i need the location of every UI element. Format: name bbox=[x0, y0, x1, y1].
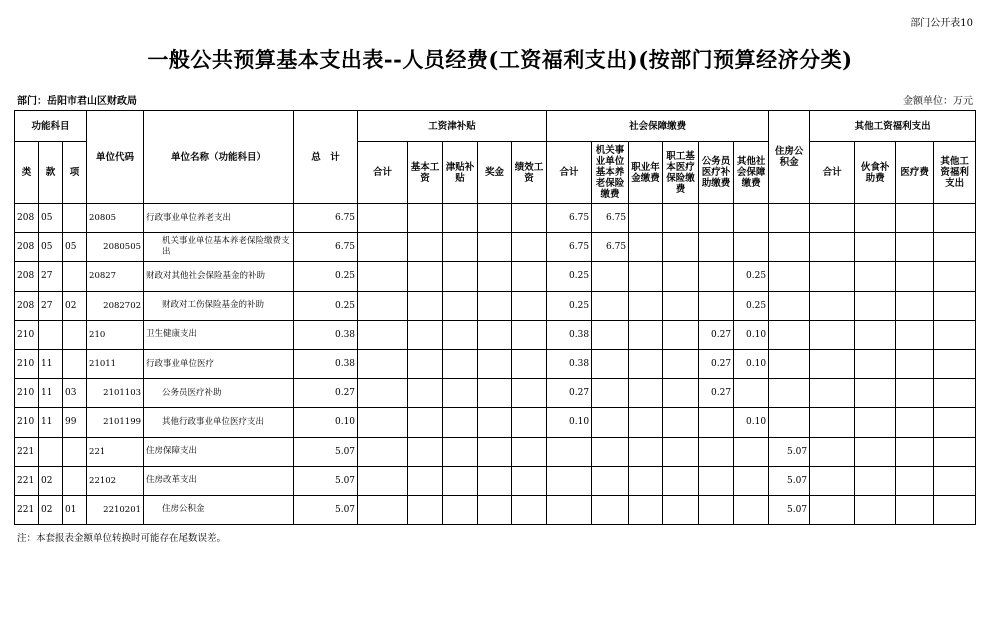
annuity-cell bbox=[629, 437, 663, 466]
other-group-header: 其他工资福利支出 bbox=[810, 111, 976, 142]
performance-wage-cell bbox=[512, 349, 547, 378]
xiang-header: 项 bbox=[63, 142, 87, 204]
other-social-cell bbox=[734, 466, 769, 495]
performance-wage-cell bbox=[512, 408, 547, 437]
wage-total-header: 合计 bbox=[358, 142, 408, 204]
pension-insurance-cell bbox=[592, 349, 629, 378]
total-cell: 0.38 bbox=[294, 349, 358, 378]
total-cell: 0.38 bbox=[294, 320, 358, 349]
other-social-cell bbox=[734, 204, 769, 233]
allowance-cell bbox=[443, 233, 478, 262]
social-total-cell: 0.25 bbox=[547, 262, 592, 291]
unit-name-cell: 财政对其他社会保险基金的补助 bbox=[144, 262, 294, 291]
allowance-cell bbox=[443, 495, 478, 524]
other-welfare-cell bbox=[934, 262, 976, 291]
wage-total-cell bbox=[358, 408, 408, 437]
basic-wage-cell bbox=[408, 495, 443, 524]
civil-medical-subsidy-cell bbox=[699, 262, 734, 291]
allowance-cell bbox=[443, 320, 478, 349]
basic-wage-cell bbox=[408, 466, 443, 495]
wage-total-cell bbox=[358, 466, 408, 495]
meal-subsidy-cell bbox=[855, 466, 896, 495]
unit-code-cell: 2101103 bbox=[87, 379, 144, 408]
table-body bbox=[15, 204, 976, 525]
civil-medical-subsidy-cell bbox=[699, 233, 734, 262]
housing-cell bbox=[769, 408, 810, 437]
pension-insurance-cell bbox=[592, 379, 629, 408]
total-cell: 5.07 bbox=[294, 437, 358, 466]
bonus-cell bbox=[478, 262, 512, 291]
other-welfare-cell bbox=[934, 379, 976, 408]
other-total-cell bbox=[810, 204, 855, 233]
allowance-cell bbox=[443, 349, 478, 378]
lei-cell: 208 bbox=[15, 204, 39, 233]
wage-total-cell bbox=[358, 437, 408, 466]
unit-name-cell: 住房保障支出 bbox=[144, 437, 294, 466]
meal-subsidy-cell bbox=[855, 320, 896, 349]
wage-total-cell bbox=[358, 262, 408, 291]
bonus-cell bbox=[478, 379, 512, 408]
civil-medical-subsidy-cell: 0.27 bbox=[699, 320, 734, 349]
other-total-cell bbox=[810, 466, 855, 495]
meal-subsidy-cell bbox=[855, 233, 896, 262]
total-cell: 0.27 bbox=[294, 379, 358, 408]
social-total-cell: 0.38 bbox=[547, 349, 592, 378]
other-total-cell bbox=[810, 349, 855, 378]
total-cell: 5.07 bbox=[294, 495, 358, 524]
performance-wage-header: 绩效工资 bbox=[512, 142, 547, 204]
housing-cell bbox=[769, 379, 810, 408]
unit-name-cell: 行政事业单位医疗 bbox=[144, 349, 294, 378]
unit-name-cell: 财政对工伤保险基金的补助 bbox=[144, 291, 294, 320]
performance-wage-cell bbox=[512, 233, 547, 262]
medical-fee-cell bbox=[896, 408, 934, 437]
medical-insurance-cell bbox=[663, 495, 699, 524]
civil-medical-subsidy-cell: 0.27 bbox=[699, 379, 734, 408]
civil-medical-subsidy-cell bbox=[699, 495, 734, 524]
bonus-header: 奖金 bbox=[478, 142, 512, 204]
wage-total-cell bbox=[358, 204, 408, 233]
lei-cell: 221 bbox=[15, 437, 39, 466]
civil-medical-subsidy-cell bbox=[699, 408, 734, 437]
kuan-cell: 11 bbox=[39, 379, 63, 408]
wage-total-cell bbox=[358, 495, 408, 524]
medical-insurance-cell bbox=[663, 291, 699, 320]
housing-cell: 5.07 bbox=[769, 466, 810, 495]
medical-insurance-cell bbox=[663, 204, 699, 233]
table-row bbox=[15, 320, 976, 349]
wage-total-cell bbox=[358, 349, 408, 378]
unit-code-cell: 2080505 bbox=[87, 233, 144, 262]
pension-insurance-cell bbox=[592, 437, 629, 466]
other-total-cell bbox=[810, 379, 855, 408]
performance-wage-cell bbox=[512, 437, 547, 466]
other-social-cell bbox=[734, 437, 769, 466]
medical-insurance-header: 职工基本医疗保险缴费 bbox=[663, 142, 699, 204]
medical-insurance-cell bbox=[663, 233, 699, 262]
xiang-cell bbox=[63, 437, 87, 466]
housing-cell bbox=[769, 320, 810, 349]
social-group-header: 社会保障缴费 bbox=[547, 111, 769, 142]
housing-cell bbox=[769, 233, 810, 262]
unit-code-cell: 2101199 bbox=[87, 408, 144, 437]
table-row bbox=[15, 408, 976, 437]
lei-header: 类 bbox=[15, 142, 39, 204]
other-welfare-cell bbox=[934, 408, 976, 437]
kuan-cell: 11 bbox=[39, 349, 63, 378]
bonus-cell bbox=[478, 495, 512, 524]
housing-cell bbox=[769, 349, 810, 378]
wage-total-cell bbox=[358, 291, 408, 320]
medical-fee-cell bbox=[896, 466, 934, 495]
total-header: 总 计 bbox=[294, 111, 358, 204]
basic-wage-cell bbox=[408, 233, 443, 262]
medical-fee-cell bbox=[896, 437, 934, 466]
lei-cell: 208 bbox=[15, 262, 39, 291]
social-total-cell bbox=[547, 437, 592, 466]
annuity-cell bbox=[629, 495, 663, 524]
other-total-cell bbox=[810, 495, 855, 524]
basic-wage-cell bbox=[408, 437, 443, 466]
bonus-cell bbox=[478, 233, 512, 262]
housing-cell bbox=[769, 204, 810, 233]
medical-insurance-cell bbox=[663, 262, 699, 291]
medical-fee-cell bbox=[896, 233, 934, 262]
basic-wage-cell bbox=[408, 262, 443, 291]
xiang-cell: 99 bbox=[63, 408, 87, 437]
xiang-cell bbox=[63, 204, 87, 233]
unit-code-cell: 2082702 bbox=[87, 291, 144, 320]
other-social-cell bbox=[734, 495, 769, 524]
pension-insurance-cell: 6.75 bbox=[592, 204, 629, 233]
lei-cell: 208 bbox=[15, 291, 39, 320]
pension-insurance-cell bbox=[592, 320, 629, 349]
table-row bbox=[15, 349, 976, 378]
xiang-cell bbox=[63, 320, 87, 349]
wage-total-cell bbox=[358, 233, 408, 262]
housing-cell bbox=[769, 291, 810, 320]
housing-cell bbox=[769, 262, 810, 291]
kuan-cell: 02 bbox=[39, 466, 63, 495]
medical-insurance-cell bbox=[663, 379, 699, 408]
table-row bbox=[15, 204, 976, 233]
annuity-cell bbox=[629, 408, 663, 437]
allowance-cell bbox=[443, 291, 478, 320]
wage-total-cell bbox=[358, 379, 408, 408]
unit-name-cell: 机关事业单位基本养老保险缴费支出 bbox=[144, 233, 294, 262]
other-welfare-cell bbox=[934, 466, 976, 495]
unit-name-cell: 住房公积金 bbox=[144, 495, 294, 524]
pension-insurance-cell bbox=[592, 408, 629, 437]
unit-code-cell: 20827 bbox=[87, 262, 144, 291]
medical-fee-header: 医疗费 bbox=[896, 142, 934, 204]
other-welfare-cell bbox=[934, 320, 976, 349]
lei-cell: 221 bbox=[15, 466, 39, 495]
budget-table bbox=[14, 110, 976, 525]
medical-insurance-cell bbox=[663, 320, 699, 349]
other-welfare-cell bbox=[934, 437, 976, 466]
performance-wage-cell bbox=[512, 495, 547, 524]
unit-name-cell: 其他行政事业单位医疗支出 bbox=[144, 408, 294, 437]
civil-medical-subsidy-cell bbox=[699, 466, 734, 495]
kuan-cell bbox=[39, 437, 63, 466]
unit-code-cell: 210 bbox=[87, 320, 144, 349]
medical-fee-cell bbox=[896, 379, 934, 408]
unit-name-cell: 住房改革支出 bbox=[144, 466, 294, 495]
unit-code-header: 单位代码 bbox=[87, 111, 144, 204]
other-social-cell: 0.10 bbox=[734, 349, 769, 378]
medical-insurance-cell bbox=[663, 349, 699, 378]
lei-cell: 210 bbox=[15, 379, 39, 408]
meal-subsidy-header: 伙食补助费 bbox=[855, 142, 896, 204]
basic-wage-cell bbox=[408, 291, 443, 320]
medical-fee-cell bbox=[896, 262, 934, 291]
kuan-cell: 05 bbox=[39, 233, 63, 262]
total-cell: 6.75 bbox=[294, 233, 358, 262]
kuan-cell: 02 bbox=[39, 495, 63, 524]
other-total-cell bbox=[810, 437, 855, 466]
annuity-cell bbox=[629, 320, 663, 349]
bonus-cell bbox=[478, 437, 512, 466]
bonus-cell bbox=[478, 466, 512, 495]
annuity-cell bbox=[629, 349, 663, 378]
allowance-header: 津贴补贴 bbox=[443, 142, 478, 204]
other-social-cell: 0.25 bbox=[734, 291, 769, 320]
other-welfare-cell bbox=[934, 349, 976, 378]
medical-fee-cell bbox=[896, 320, 934, 349]
pension-insurance-cell bbox=[592, 262, 629, 291]
meal-subsidy-cell bbox=[855, 349, 896, 378]
xiang-cell bbox=[63, 466, 87, 495]
civil-medical-subsidy-header: 公务员医疗补助缴费 bbox=[699, 142, 734, 204]
housing-cell: 5.07 bbox=[769, 495, 810, 524]
table-row bbox=[15, 233, 976, 262]
social-total-cell: 0.10 bbox=[547, 408, 592, 437]
func-subject-header: 功能科目 bbox=[15, 111, 87, 142]
table-row bbox=[15, 291, 976, 320]
unit-code-cell: 20805 bbox=[87, 204, 144, 233]
footnote: 注：本套报表金额单位转换时可能存在尾数误差。 bbox=[17, 533, 227, 544]
kuan-cell: 27 bbox=[39, 291, 63, 320]
housing-header: 住房公积金 bbox=[769, 111, 810, 204]
allowance-cell bbox=[443, 408, 478, 437]
wage-total-cell bbox=[358, 320, 408, 349]
pension-insurance-cell bbox=[592, 495, 629, 524]
bonus-cell bbox=[478, 320, 512, 349]
basic-wage-header: 基本工资 bbox=[408, 142, 443, 204]
social-total-cell bbox=[547, 466, 592, 495]
civil-medical-subsidy-cell: 0.27 bbox=[699, 349, 734, 378]
amount-unit-label: 金额单位：万元 bbox=[903, 96, 973, 107]
other-welfare-cell bbox=[934, 233, 976, 262]
unit-name-header: 单位名称（功能科目） bbox=[144, 111, 294, 204]
total-cell: 5.07 bbox=[294, 466, 358, 495]
medical-fee-cell bbox=[896, 204, 934, 233]
xiang-cell: 01 bbox=[63, 495, 87, 524]
basic-wage-cell bbox=[408, 408, 443, 437]
department-label: 部门：岳阳市君山区财政局 bbox=[17, 96, 137, 107]
other-welfare-cell bbox=[934, 204, 976, 233]
total-cell: 6.75 bbox=[294, 204, 358, 233]
table-row bbox=[15, 262, 976, 291]
other-social-cell bbox=[734, 379, 769, 408]
social-total-cell: 0.25 bbox=[547, 291, 592, 320]
other-total-cell bbox=[810, 320, 855, 349]
civil-medical-subsidy-cell bbox=[699, 204, 734, 233]
table-row bbox=[15, 437, 976, 466]
other-welfare-cell bbox=[934, 495, 976, 524]
unit-name-cell: 卫生健康支出 bbox=[144, 320, 294, 349]
pension-insurance-cell: 6.75 bbox=[592, 233, 629, 262]
annuity-cell bbox=[629, 379, 663, 408]
other-total-cell bbox=[810, 291, 855, 320]
table-number-label: 部门公开表10 bbox=[910, 18, 973, 29]
performance-wage-cell bbox=[512, 291, 547, 320]
xiang-cell: 02 bbox=[63, 291, 87, 320]
lei-cell: 210 bbox=[15, 349, 39, 378]
pension-insurance-cell bbox=[592, 466, 629, 495]
unit-code-cell: 221 bbox=[87, 437, 144, 466]
meal-subsidy-cell bbox=[855, 495, 896, 524]
allowance-cell bbox=[443, 262, 478, 291]
basic-wage-cell bbox=[408, 320, 443, 349]
table-row bbox=[15, 495, 976, 524]
bonus-cell bbox=[478, 204, 512, 233]
total-cell: 0.10 bbox=[294, 408, 358, 437]
other-total-cell bbox=[810, 262, 855, 291]
other-social-cell: 0.10 bbox=[734, 320, 769, 349]
other-welfare-header: 其他工资福利支出 bbox=[934, 142, 976, 204]
xiang-cell bbox=[63, 349, 87, 378]
meal-subsidy-cell bbox=[855, 262, 896, 291]
performance-wage-cell bbox=[512, 262, 547, 291]
allowance-cell bbox=[443, 204, 478, 233]
kuan-cell: 11 bbox=[39, 408, 63, 437]
performance-wage-cell bbox=[512, 204, 547, 233]
social-total-cell: 0.27 bbox=[547, 379, 592, 408]
unit-name-cell: 行政事业单位养老支出 bbox=[144, 204, 294, 233]
annuity-cell bbox=[629, 233, 663, 262]
annuity-cell bbox=[629, 262, 663, 291]
annuity-cell bbox=[629, 291, 663, 320]
housing-cell: 5.07 bbox=[769, 437, 810, 466]
other-welfare-cell bbox=[934, 291, 976, 320]
unit-code-cell: 21011 bbox=[87, 349, 144, 378]
total-cell: 0.25 bbox=[294, 262, 358, 291]
medical-fee-cell bbox=[896, 291, 934, 320]
social-total-cell: 0.38 bbox=[547, 320, 592, 349]
performance-wage-cell bbox=[512, 379, 547, 408]
table-row bbox=[15, 379, 976, 408]
lei-cell: 221 bbox=[15, 495, 39, 524]
xiang-cell: 05 bbox=[63, 233, 87, 262]
other-social-cell: 0.10 bbox=[734, 408, 769, 437]
other-total-cell bbox=[810, 408, 855, 437]
kuan-cell bbox=[39, 320, 63, 349]
total-cell: 0.25 bbox=[294, 291, 358, 320]
unit-code-cell: 2210201 bbox=[87, 495, 144, 524]
civil-medical-subsidy-cell bbox=[699, 291, 734, 320]
allowance-cell bbox=[443, 379, 478, 408]
basic-wage-cell bbox=[408, 349, 443, 378]
other-social-header: 其他社会保障缴费 bbox=[734, 142, 769, 204]
medical-fee-cell bbox=[896, 349, 934, 378]
other-total-cell bbox=[810, 233, 855, 262]
medical-insurance-cell bbox=[663, 408, 699, 437]
medical-insurance-cell bbox=[663, 466, 699, 495]
other-social-cell: 0.25 bbox=[734, 262, 769, 291]
social-total-cell bbox=[547, 495, 592, 524]
xiang-cell bbox=[63, 262, 87, 291]
social-total-cell: 6.75 bbox=[547, 233, 592, 262]
meal-subsidy-cell bbox=[855, 291, 896, 320]
bonus-cell bbox=[478, 349, 512, 378]
annuity-header: 职业年金缴费 bbox=[629, 142, 663, 204]
performance-wage-cell bbox=[512, 320, 547, 349]
pension-insurance-header: 机关事业单位基本养老保险缴费 bbox=[592, 142, 629, 204]
xiang-cell: 03 bbox=[63, 379, 87, 408]
performance-wage-cell bbox=[512, 466, 547, 495]
medical-insurance-cell bbox=[663, 437, 699, 466]
meal-subsidy-cell bbox=[855, 204, 896, 233]
other-total-header: 合计 bbox=[810, 142, 855, 204]
meal-subsidy-cell bbox=[855, 379, 896, 408]
social-total-cell: 6.75 bbox=[547, 204, 592, 233]
social-total-header: 合计 bbox=[547, 142, 592, 204]
other-social-cell bbox=[734, 233, 769, 262]
annuity-cell bbox=[629, 466, 663, 495]
lei-cell: 210 bbox=[15, 408, 39, 437]
basic-wage-cell bbox=[408, 204, 443, 233]
pension-insurance-cell bbox=[592, 291, 629, 320]
page-title: 一般公共预算基本支出表--人员经费(工资福利支出)(按部门预算经济分类) bbox=[147, 47, 853, 72]
lei-cell: 210 bbox=[15, 320, 39, 349]
kuan-cell: 27 bbox=[39, 262, 63, 291]
wage-group-header: 工资津补贴 bbox=[358, 111, 547, 142]
bonus-cell bbox=[478, 291, 512, 320]
allowance-cell bbox=[443, 466, 478, 495]
basic-wage-cell bbox=[408, 379, 443, 408]
medical-fee-cell bbox=[896, 495, 934, 524]
kuan-cell: 05 bbox=[39, 204, 63, 233]
civil-medical-subsidy-cell bbox=[699, 437, 734, 466]
meal-subsidy-cell bbox=[855, 437, 896, 466]
allowance-cell bbox=[443, 437, 478, 466]
lei-cell: 208 bbox=[15, 233, 39, 262]
table-row bbox=[15, 466, 976, 495]
bonus-cell bbox=[478, 408, 512, 437]
unit-name-cell: 公务员医疗补助 bbox=[144, 379, 294, 408]
unit-code-cell: 22102 bbox=[87, 466, 144, 495]
meal-subsidy-cell bbox=[855, 408, 896, 437]
kuan-header: 款 bbox=[39, 142, 63, 204]
annuity-cell bbox=[629, 204, 663, 233]
